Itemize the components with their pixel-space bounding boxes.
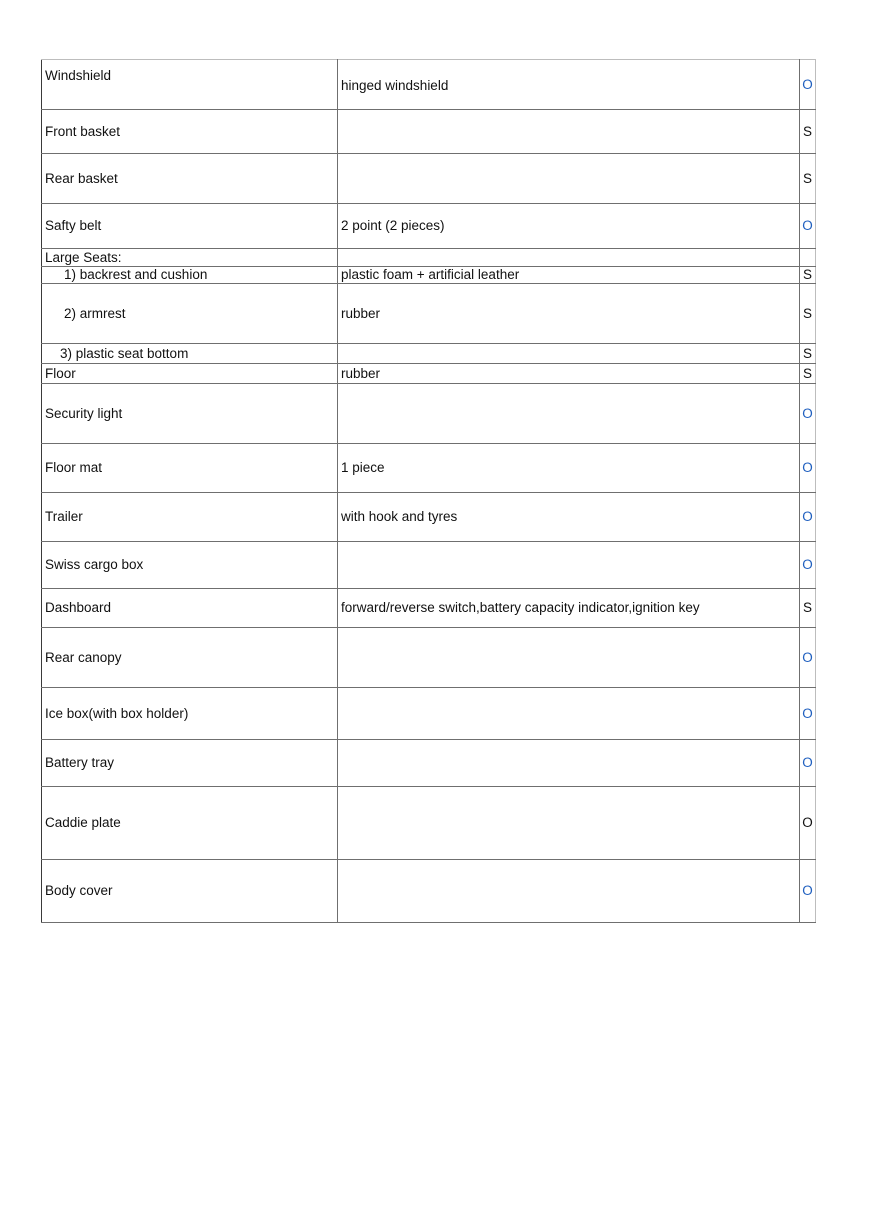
table-row [42,688,816,740]
item-cell: Front basket [42,110,338,154]
spec-cell: with hook and tyres [338,493,800,542]
table-row [42,860,816,923]
spec-cell [338,542,800,589]
item-cell: Floor [42,364,338,384]
code-cell: O [800,628,816,688]
table-row [42,249,816,267]
code-cell: S [800,110,816,154]
table-row [42,493,816,542]
table-row [42,628,816,688]
code-cell [800,249,816,267]
table-row [42,384,816,444]
table-row [42,787,816,860]
table-row [42,344,816,364]
item-cell: Large Seats: [42,249,338,267]
item-cell: Rear basket [42,154,338,204]
item-cell: 1) backrest and cushion [42,267,338,284]
spec-cell: forward/reverse switch,battery capacity indicator,ignition key [338,589,800,628]
item-cell: Safty belt [42,204,338,249]
code-cell: O [800,787,816,860]
code-cell: S [800,364,816,384]
spec-cell [338,740,800,787]
code-cell: O [800,384,816,444]
code-cell: O [800,542,816,589]
spec-cell: plastic foam + artificial leather [338,267,800,284]
table-row [42,740,816,787]
spec-cell [338,860,800,923]
table-row [42,589,816,628]
spec-cell [338,628,800,688]
code-cell: S [800,284,816,344]
code-cell: O [800,493,816,542]
code-cell: S [800,154,816,204]
table-row [42,542,816,589]
item-cell: Ice box(with box holder) [42,688,338,740]
spec-cell [338,110,800,154]
spec-cell [338,249,800,267]
spec-cell [338,384,800,444]
spec-cell: 2 point (2 pieces) [338,204,800,249]
table-row [42,204,816,249]
table-row [42,110,816,154]
spec-cell [338,344,800,364]
code-cell: O [800,204,816,249]
spec-cell: hinged windshield [338,60,800,110]
table-row [42,154,816,204]
item-cell: Dashboard [42,589,338,628]
item-cell: Body cover [42,860,338,923]
item-cell: Caddie plate [42,787,338,860]
code-cell: O [800,688,816,740]
code-cell: O [800,860,816,923]
code-cell: O [800,444,816,493]
code-cell: S [800,267,816,284]
item-cell: Trailer [42,493,338,542]
item-cell: Security light [42,384,338,444]
item-cell: 2) armrest [42,284,338,344]
table-row [42,364,816,384]
item-cell: Battery tray [42,740,338,787]
table-row [42,60,816,110]
item-cell: 3) plastic seat bottom [42,344,338,364]
item-cell: Rear canopy [42,628,338,688]
spec-cell [338,154,800,204]
spec-cell [338,787,800,860]
item-cell: Windshield [42,60,338,110]
table-row [42,284,816,344]
code-cell: O [800,740,816,787]
code-cell: O [800,60,816,110]
code-cell: S [800,589,816,628]
item-cell: Swiss cargo box [42,542,338,589]
code-cell: S [800,344,816,364]
spec-cell: 1 piece [338,444,800,493]
table-row [42,444,816,493]
spec-table [41,59,816,923]
table-row [42,267,816,284]
spec-cell: rubber [338,284,800,344]
spec-cell [338,688,800,740]
spec-cell: rubber [338,364,800,384]
item-cell: Floor mat [42,444,338,493]
